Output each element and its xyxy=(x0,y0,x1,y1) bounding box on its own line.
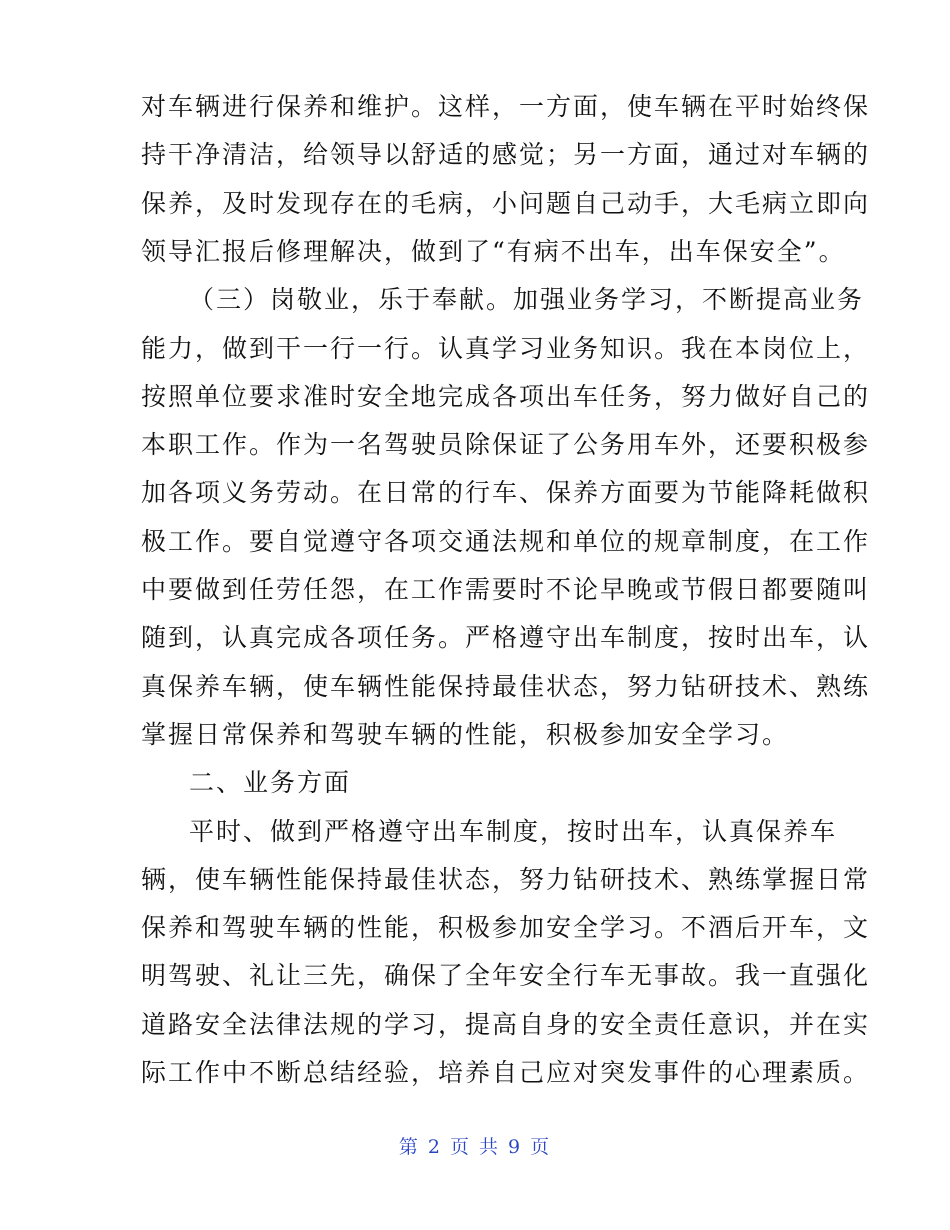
text-line: 道路安全法律法规的学习，提高自身的安全责任意识，并在实 xyxy=(141,1010,871,1039)
page-footer xyxy=(0,1132,950,1159)
text-line: 加各项义务劳动。在日常的行车、保养方面要为节能降耗做积 xyxy=(141,478,871,507)
text-line: 保养和驾驶车辆的性能，积极参加安全学习。不酒后开车，文 xyxy=(141,913,871,942)
text-line: 随到，认真完成各项任务。严格遵守出车制度，按时出车，认 xyxy=(141,623,871,652)
text-line: 际工作中不断总结经验，培养自己应对突发事件的心理素质。 xyxy=(141,1058,871,1087)
text-line: 持干净清洁，给领导以舒适的感觉；另一方面，通过对车辆的 xyxy=(141,140,871,169)
page-number: 第 2 页 共 9 页 xyxy=(398,1136,552,1158)
text-line: 平时、做到严格遵守出车制度，按时出车，认真保养车 xyxy=(189,817,838,846)
text-line: 辆，使车辆性能保持最佳状态，努力钻研技术、熟练掌握日常 xyxy=(141,865,871,894)
text-line: 极工作。要自觉遵守各项交通法规和单位的规章制度，在工作 xyxy=(141,527,871,556)
text-line: 明驾驶、礼让三先，确保了全年安全行车无事故。我一直强化 xyxy=(141,961,871,990)
text-line: 中要做到任劳任怨，在工作需要时不论早晚或节假日都要随叫 xyxy=(141,575,871,604)
text-line: 保养，及时发现存在的毛病，小问题自己动手，大毛病立即向 xyxy=(141,189,871,218)
text-line: 按照单位要求准时安全地完成各项出车任务，努力做好自己的 xyxy=(141,382,871,411)
text-line: 真保养车辆，使车辆性能保持最佳状态，努力钻研技术、熟练 xyxy=(141,672,871,701)
text-line: （三）岗敬业，乐于奉献。加强业务学习，不断提高业务 xyxy=(189,285,865,314)
text-line: 掌握日常保养和驾驶车辆的性能，积极参加安全学习。 xyxy=(141,720,790,749)
text-line: 二、业务方面 xyxy=(189,768,352,797)
text-line: 对车辆进行保养和维护。这样，一方面，使车辆在平时始终保 xyxy=(141,92,871,121)
text-line: 本职工作。作为一名驾驶员除保证了公务用车外，还要积极参 xyxy=(141,430,871,459)
text-line: 领导汇报后修理解决，做到了“有病不出车，出车保安全”。 xyxy=(141,237,846,266)
text-line: 能力，做到干一行一行。认真学习业务知识。我在本岗位上， xyxy=(141,334,871,363)
